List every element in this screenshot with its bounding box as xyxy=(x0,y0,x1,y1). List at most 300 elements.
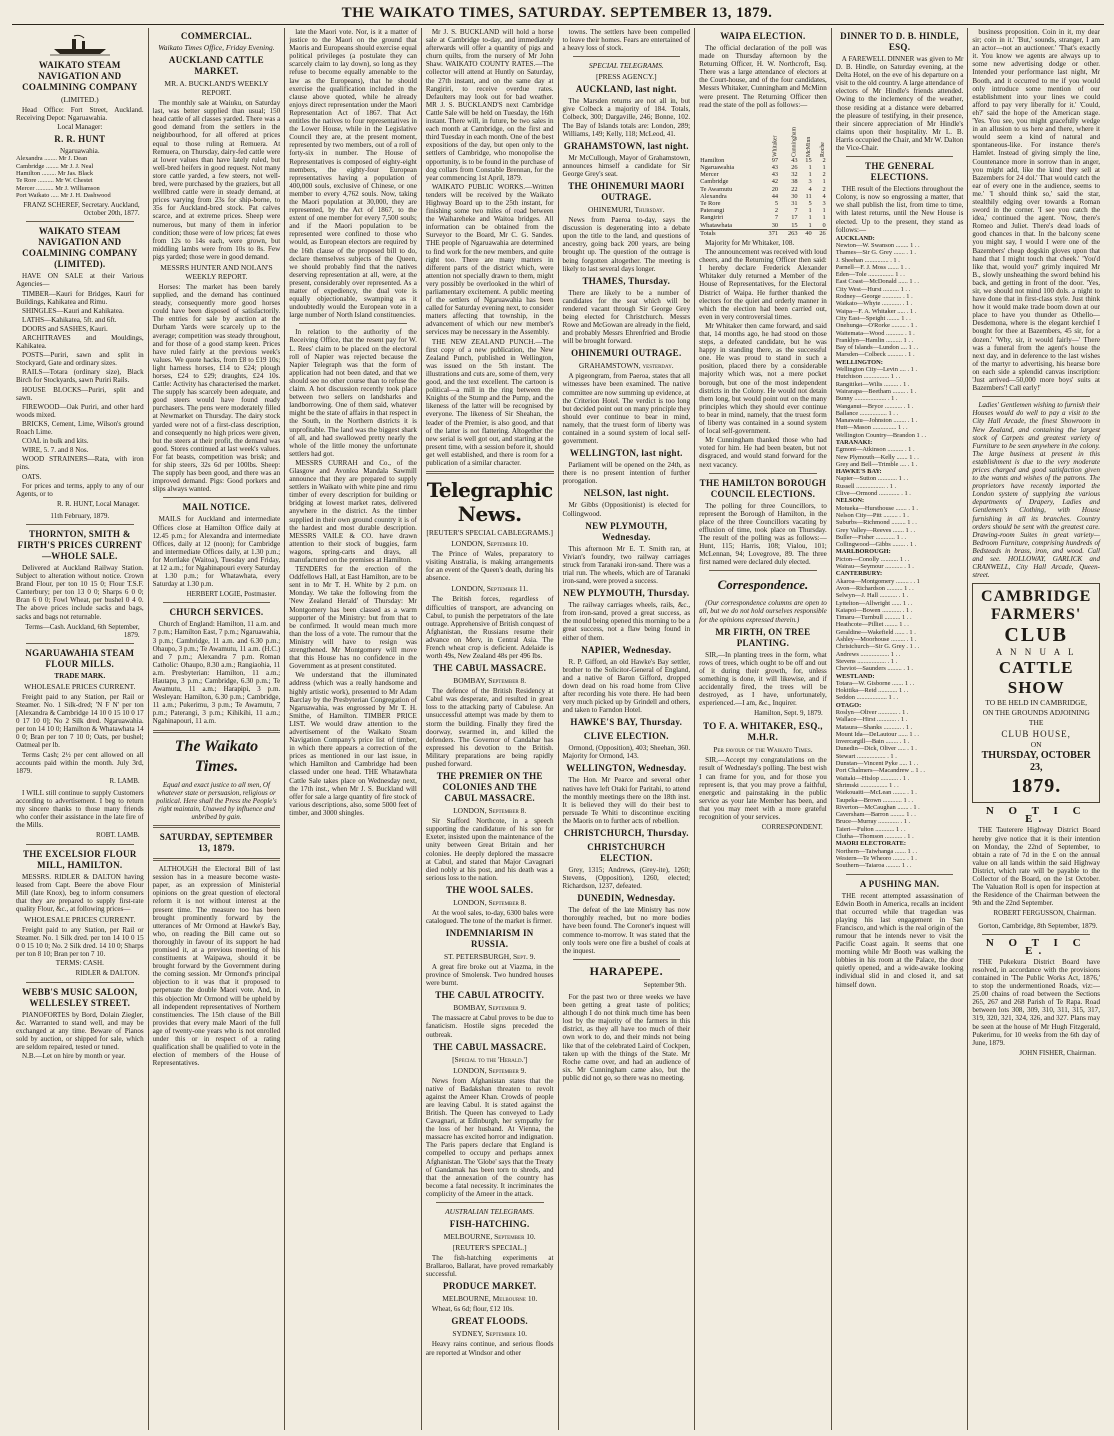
list-item: MARLBOROUGH: xyxy=(835,548,891,556)
table-header: Roche xyxy=(819,141,826,157)
ad-line: CAMBRIDGE FARMERS' xyxy=(981,588,1092,624)
article-text: The polling for three Councillors, to represent the Borough of Hamilton, in the place of the three Councillors vacating by effluxion of time, took place on Thursday. The result of the polling was as follows:—Hunt, 115; Harris, 108; Vialou, 101; McLennan, 94; Lovegrove, 89. The three first named were declared duly elected. xyxy=(699,501,827,567)
article-text: Grey, 1315; Andrews, (Grey-ite), 1260; Stevens, (Opposition), 1260, elected; Richardson, 1237, defeated. xyxy=(562,866,691,891)
list-item: City West—Hurst .......... 1 . . xyxy=(835,285,911,293)
list-item: Buller—Fisher ............ 1 . . xyxy=(835,533,907,541)
section-title: THE GENERAL ELECTIONS. xyxy=(865,161,935,183)
ad2-date: 11th February, 1879. xyxy=(50,511,110,520)
table-cell: 2 xyxy=(822,156,826,164)
dateline: NAPIER, Wednesday. xyxy=(581,644,672,655)
table-cell: Te Rore xyxy=(700,199,721,207)
election-list xyxy=(836,235,964,870)
list-item: Wairau—Seymour ........... . 1 . xyxy=(835,563,914,571)
ad-line: THURSDAY, OCTOBER 23, xyxy=(981,750,1091,774)
table-cell: Ngaruawahia xyxy=(700,163,735,171)
table-cell: 1 xyxy=(808,163,812,171)
dateline: BOMBAY, September 9. xyxy=(453,1003,527,1013)
divider xyxy=(982,396,1090,397)
table-row xyxy=(699,186,827,193)
column-3 xyxy=(284,28,421,1430)
ad5-terms: TERMS: CASH. xyxy=(55,959,104,968)
dateline: LONDON, September 8. xyxy=(453,897,527,907)
section-title: SPECIAL TELEGRAMS. xyxy=(588,61,664,71)
list-item: FIREWOOD—Oak Puriri, and other hard woods mixed. xyxy=(16,402,144,419)
list-item: Andrews .................. 1 . . xyxy=(835,650,901,658)
poll-majority: Majority for Mr Whitaker, 108. xyxy=(705,238,795,247)
table-cell: 11 xyxy=(805,192,812,200)
dateline: MELBOURNE, September 10. xyxy=(443,1232,536,1242)
dateline: CHRISTCHURCH, Thursday. xyxy=(563,828,689,838)
list-item: Suburbs—Richmond ......... 1 . . xyxy=(835,519,917,527)
ad-line: ON xyxy=(1030,740,1042,750)
list-item: Roslyn—Oliver ............ . 1 . xyxy=(835,708,909,716)
poll-table xyxy=(699,111,827,237)
article-text: Mr Gibbs (Oppositionist) is elected for Collingwood. xyxy=(562,501,691,518)
list-item: Southern—Taiaroa ......... 1 . . xyxy=(835,862,912,870)
divider xyxy=(436,1202,544,1203)
article-text: Sir Stafford Northcote, in a speech supporting the candidature of his son for Exeter, insisted upon the maintenance of the unity between Great Britain and her colonies. He deeply deplored the massacre at Cabul, and stated that Major Cavagnari died nobly at his post, and his death was a serious loss to the nation. xyxy=(425,817,554,882)
list-item: HOUSE BLOCKS—Puriri, split and sawn. xyxy=(16,385,144,402)
article-text: The official declaration of the poll was made on Thursday afternoon by the Returning Officer, H. W. Northcroft, Esq. There was a large attendance of electors at the Court-house, and of the four candidates, Messrs Whitaker, Cunningham and McMinn were present. The Returning Officer then read the state of the poll as follows:— xyxy=(699,44,827,109)
list-item: Bay of Islands—Lundon .... 1 . . xyxy=(835,344,919,352)
dateline: AUCKLAND, last night. xyxy=(575,84,677,95)
list-item: Mataura—Shanks ........... . 1 . xyxy=(835,723,913,731)
divider xyxy=(26,982,134,983)
list-item: Invercargill—Bain ........ . 1 . xyxy=(835,738,910,746)
list-item: Shrimski ................. 1 . . xyxy=(835,781,899,789)
list-item: Grey Valley—Reeves ....... 1 . . xyxy=(835,526,916,534)
list-item: Dunstan—Vincent Pyke ..... 1 . . xyxy=(835,760,919,768)
mail-signature: HERBERT LOGIE, Postmaster. xyxy=(186,590,277,599)
section-title: THE WOOL SALES. xyxy=(446,884,534,895)
section-title: FISH-HATCHING. xyxy=(449,1219,530,1230)
table-cell: 1 xyxy=(808,214,812,222)
table-cell: 1 xyxy=(822,214,826,222)
motto: Equal and exact justice to all men, Of whatever state or persuasion, religious or political. Here shall the Press the People's right maintain, Unawed by influence and unbribed by gain. xyxy=(156,780,277,821)
divider xyxy=(26,524,134,525)
article-text: Mr Whitaker then came forward, and said that, 14 months ago, he had stood on those steps, a defeated candidate, but he was happy in standing there, as the successful one. He was proud to stand in such a position, placed there by a considerable majority which was, not a mere pocket borough, but one of the most independent districts in the Colony. He would not detain them long, but would point out on the many principles which they should ever continue to bear in mind, namely, that the truest form of liberty was contained in a sound system of local self-government. xyxy=(699,321,827,436)
table-cell: 4 xyxy=(808,185,812,193)
table-cell: 4 xyxy=(822,192,826,200)
section-title: THE HAMILTON BOROUGH COUNCIL ELECTIONS. xyxy=(699,477,827,499)
list-item: Russell .................. . 1 . xyxy=(835,482,897,490)
list-item: WESTLAND: xyxy=(835,672,875,680)
ad5-title: THE EXCELSIOR FLOUR MILL, HAMILTON. xyxy=(22,848,137,870)
ad2-apply: For prices and terms, apply to any of our Agents, or to xyxy=(16,481,144,498)
list-item: MAORI ELECTORATE: xyxy=(835,840,906,848)
divider xyxy=(846,874,954,875)
section-title: GREAT FLOODS. xyxy=(451,1316,528,1327)
double-divider xyxy=(153,825,281,828)
masthead: THE WAIKATO TIMES, SATURDAY. SEPTEMBER 13, 1879. xyxy=(341,5,773,21)
list-item: Waikouaiti—McLean ........ . 1 . xyxy=(835,789,917,797)
table-cell: 43 xyxy=(791,156,798,164)
list-item: Caversham—Barron ......... 1 . . xyxy=(835,811,916,819)
dateline: HAWKE'S BAY, Thursday. xyxy=(570,717,683,728)
column-7 xyxy=(831,28,968,1430)
table-cell: 0 xyxy=(822,221,826,229)
list-item: Stewart .................. . 1 . xyxy=(835,752,897,760)
list-item: Hamilton ......... Mr Jas. Black xyxy=(16,169,94,177)
dateline: OHINEMURI, Thursday. xyxy=(587,205,665,215)
column-8 xyxy=(967,28,1104,1430)
list-item: OATS. xyxy=(22,472,42,481)
dateline: LONDON, September 8. xyxy=(453,806,527,816)
commercial-title: COMMERCIAL. xyxy=(180,31,252,41)
table-row xyxy=(699,157,827,164)
table-row xyxy=(699,222,827,230)
dateline: WELLINGTON, last night. xyxy=(569,448,683,459)
list-item: Rodney—George ............ . 1 . xyxy=(835,293,913,301)
table-cell: 3 xyxy=(822,199,826,207)
section-title: OHINEMURI OUTRAGE. xyxy=(571,348,682,359)
table-cell: 15 xyxy=(805,156,812,164)
ad-line: CLUB HOUSE, xyxy=(1001,729,1071,740)
table-cell: 263 xyxy=(779,229,798,237)
list-item: Picton—Conolly ........... 1 . . xyxy=(835,555,910,563)
list-item: Grey and Bell—Trimble .... . 1 . xyxy=(835,460,918,468)
list-item: J. Sheehan ............... . 1 . xyxy=(835,256,900,264)
list-item: Waipa—F. A. Whitaker ..... . 1 . xyxy=(835,307,917,315)
table-cell: 43 xyxy=(771,171,779,179)
list-item: Mount Ida—DeLautour ...... 1 . . xyxy=(835,730,919,738)
list-item: DOORS and SASHES, Kauri. xyxy=(22,324,108,333)
table-header-row xyxy=(699,111,827,157)
list-item: WIRE, 5. 7. and 8 Nos. xyxy=(22,446,89,455)
divider xyxy=(709,473,817,474)
table-cell: Rangiriri xyxy=(700,214,724,222)
columns xyxy=(12,28,1104,1430)
dateline: THAMES, Thursday. xyxy=(582,275,671,286)
telegraphic-news-title: Telegraphic News. xyxy=(426,478,553,527)
ad1-manager: R. R. HUNT xyxy=(54,134,106,145)
list-item: COAL in bulk and kits. xyxy=(22,437,89,446)
list-item: Wallace—Hirst ............ . 1 . xyxy=(835,716,908,724)
article-text: The Prince of Wales, preparatory to visiting Australia, is making arrangements for an event of the Queen's death, during his absence. xyxy=(425,550,554,583)
column-5 xyxy=(558,28,695,1430)
column-2 xyxy=(148,28,285,1430)
ad4-notice-signature: ROBT. LAMB. xyxy=(96,831,140,840)
list-item: Ashley—Moorhouse ......... . 1 . xyxy=(835,636,917,644)
section-title: HARAPEPE. xyxy=(589,963,664,978)
article-text: THE Tauterere Highway District Board hereby give notice that it is their intention on Monday, the 22nd of September, to obtain a rate of 7d in the £ on the annual value on all lands within the said Highway District, which rate will be payable to the Collector of the Board, on the 1st October. The Valuation Roll is open for inspection at the Residence of the Chairman between the 9th and the 22nd September. xyxy=(972,826,1100,908)
section-title: THE CABUL ATROCITY. xyxy=(435,990,545,1001)
divider xyxy=(846,156,954,157)
article-text: Mr McCullough, Mayor of Grahamstown, announces himself a candidate for Sir George Grey's seat. xyxy=(562,153,691,178)
article-text: late the Maori vote. Nor, is it a matter of justice to the Maori on the ground that Maoris and Europeans should exercise equal political privileges (a postulate they can scarcely claim to lay down), so long as they refuse to become equally amenable to the law as the Europeans), that he should exercise the qualification included in the clause above quoted, while he already enjoys direct representation under the Maori Representation Act of 1867. That Act entitles the natives to four representatives in the Lower House, while in the Legislative Council they are, at the present moment, represented by two members, out of a roll of forty-six in number. The House of Representatives is composed of eighty-eight members, the eighty-four European representatives having a population of 400,000 souls, exclusive of Chinese, or one member to every 4,762 souls. Now, taking the Maori population at 30,000, they are represented, by the Act of 1867, to the extent of one member for every 7,500 souls; and if the Maori population to be represented were confined to those who would, as European electors are required by the 16th clause of the proposed bill to do, declare themselves subjects of the Queen, we should probably find that the natives deserving representation at all, were, at the present, considerably over represented. As a matter of expediency, the dual vote is equally objectionable, swamping as it undoubtedly would the European vote in a large number of North Island constituencies. xyxy=(289,28,417,320)
article-text: TENDERS for the erection of the Oddfellows Hall, at East Hamilton, are to be sent in to Mr T. H. White by 2 p.m. on Monday. We take the following from the 'New Zealand Herald' of Thursday: Mr Montgomery has been classed as a warm supporter of the Ministry: but from that to be confirmed. It would mean much more than the loss of a vote. The rumour that the Ministry will have to resign was strengthened. Mr Montgomery will move that this House has no confidence in the Government as at present constituted. xyxy=(289,565,417,671)
article-text: towns. The settlers have been compelled to leave their homes. Fears are entertained of a heavy loss of stock. xyxy=(562,28,691,53)
list-item: Clutha—Thomson ........... . 1 . xyxy=(835,833,914,841)
acm-body: The monthly sale at Waiuku, on Saturday last, was better supplied than usual; 150 head cattle of all classes yarded. There was a good demand from the settlers in the neighbourhood, for all offered at prices equal to those ruling at Remuera. At Remuera, on Thursday, dairy-fed cattle were at lower values than have lately ruled, but well-bred heifers in good request. Not many store cattle yarded, a few steers, not well-bred, were purchased by the graziers, but all welllbred cattle were in steady demand, at prices varying from 23s for ship-borne, to 35s for Auckland-bred stock. Pat calves scarce, and at extreme prices. Sheep were numerous, but many of them in inferior condition; those were of low prices; fat ewes from 12s to 14s each, were grown, but middling lambs were from 10s to 8s. Few pigs yarded; those were in good demand. xyxy=(152,99,281,261)
article-text: THE result of the Elections throughout the Colony, is now so engrossing a matter, that we shall publish the list, from time to time, with latest returns, until the New House is elected. Up to the present, they stand as follows:— xyxy=(835,185,964,234)
dateline: MELBOURNE, Melbourne 10. xyxy=(442,1294,538,1304)
ad6-note: N.B.—Let on hire by month or year. xyxy=(22,1052,126,1060)
ad5-prices: Freight paid to any Station, per Rail or Steamer. No. 1 Silk dred. per ton 14 10 0 15 0 0 15 10 0; No. 2 Silk dred. 14 10 0; Sharps per ton 8 10; Bran per ton 7 10. xyxy=(16,925,144,959)
list-item: Onehunga—O'Rorke ......... . 1 . xyxy=(835,322,917,330)
steamer-engraving-icon xyxy=(50,34,110,56)
article-text: Heavy rains continue, and serious floods are reported at Windsor and other xyxy=(425,1340,554,1357)
table-cell: 26 xyxy=(791,163,798,171)
table-cell: 7 xyxy=(794,207,798,215)
ad1-title: WAIKATO STEAM NAVIGATION AND COALMINING COMPANY xyxy=(22,60,138,92)
ad1-manager-label: Local Manager: xyxy=(57,123,103,132)
ad5-sub: WHOLESALE PRICES CURRENT. xyxy=(24,914,136,924)
list-item: Ballance ................. 1 . . xyxy=(835,409,899,417)
list-item: ARCHITRAVES and Mouldings, Kahikatea. xyxy=(16,334,144,351)
ad4-signature: R. LAMB. xyxy=(109,776,140,785)
ad2-title: WAIKATO STEAM NAVIGATION AND COALMINING COMPANY (LIMITED). xyxy=(22,226,138,270)
dateline: September 9th. xyxy=(643,980,687,989)
list-item: BRICKS, Cement, Lime, Wilson's ground Roach Lime. xyxy=(16,419,144,437)
table-row-totals xyxy=(699,229,827,237)
table-row xyxy=(699,171,827,178)
dateline: WELLINGTON, Wednesday. xyxy=(566,763,687,774)
list-item: Totara—W. Gisborne ....... 1 . . xyxy=(835,679,915,687)
table-cell: Mercer xyxy=(700,171,719,179)
divider xyxy=(26,221,134,222)
list-item: Hutchison ................ 1 . . xyxy=(835,373,901,381)
table-cell: 30 xyxy=(791,192,798,200)
table-cell: Paterangi xyxy=(700,207,725,215)
table-cell: 1 xyxy=(822,178,826,186)
table-header xyxy=(699,111,760,157)
list-item: Lyttelton—Allwright ...... 1 . . xyxy=(835,599,913,607)
ad1-agents xyxy=(16,155,144,199)
table-header: McMinn xyxy=(805,136,812,157)
list-item: WOOD STRAINERS—Rata, with iron pins. xyxy=(16,455,144,472)
list-item: Clive—Ormond ............. . 1 . xyxy=(835,490,911,498)
ad4-notice: I WILL still continue to supply Customers according to advertisement. I beg to return my sincere thanks to those many friends who confer their assistance in the late fire of the Mills. xyxy=(16,788,144,830)
article-text: WAIKATO PUBLIC WORKS.—Written tenders will be received by the Waikato Highway Board up to the 25th instant, for finishing some two miles of road between the Waihareheke and Waitoa bridges. All information can be obtained from the Surveyor to the Board, Mr C. G. Sandes. THE people of Ngaruawahia are determined to find work for the new members, and quite right too. There are many matters in different parts of the district which, were attention not specially drawn to them, might very possibly be overlooked in the whirl of parliamentary excitement. A public meeting of the settlers of Ngaruawahia has been called for Saturday evening next, to consider matters affecting that township, in the advancement of which our new member's services may be necessary in the Assembly. xyxy=(425,182,554,337)
list-item: Dunedin—Dick, Oliver ..... . 1 . xyxy=(835,745,917,753)
double-divider xyxy=(426,471,554,474)
article-text: Parliament will be opened on the 24th, as there is no present intention of further prorogation. xyxy=(562,461,691,486)
table-cell: 22 xyxy=(791,185,798,193)
section-title: THE CABUL MASSACRE. xyxy=(433,663,547,674)
section-title: TO F. A. WHITAKER, ESQ., M.H.R. xyxy=(703,721,823,743)
dateline: NELSON, last night. xyxy=(583,488,669,499)
sub-title: [PRESS AGENCY.] xyxy=(595,72,657,82)
double-divider xyxy=(153,730,281,733)
notice-title: N O T I C E. xyxy=(985,936,1087,957)
list-item: TIMBER—Kauri for Bridges, Kauri for Buildings, Kahikatea and Rimu. xyxy=(16,289,144,306)
letter-signature: CORRESPONDENT. xyxy=(761,823,823,832)
article-text: The Hon. Mr Pearce and several other natives have left Otaki for Paritahi, to attend the monthly meetings there on the 18th inst. It is believed they will do their best to persuade Te Whiti to discontinue exciting the Maoris on to further acts of rebellion. xyxy=(562,776,691,825)
list-item: Napier—Sutton ............ 1 . . xyxy=(835,475,909,483)
list-item: Newton—W. Swanson ........ 1 . . xyxy=(835,241,920,249)
article-text: THE NEW ZEALAND PUNCH.—The first copy of a new publication, the New Zealand Punch, published in Wellington, was issued on the 5th instant. The illustrations and cuts are, some of them, very good, and the text excellent. The cartoon is political—a mill in the ring between the Knights of the Stump and the Pump, and the likeness of the latter will be recognised by everyone. The likeness of Sir Sheahan, the leader of the Premier, is also good, and that of the latter is not flattering. Altogether the new serial is well got out, and starting at the present time, with a session before it, should get well established, and there is room for a publication of a similar character. xyxy=(425,337,554,467)
letter-signature: Hamilton, Sept. 9, 1879. xyxy=(754,709,823,718)
list-item: SHINGLES—Kauri and Kahikatea. xyxy=(22,306,124,315)
list-item: Riverton—McCaughan ....... . 1 . xyxy=(835,803,920,811)
table-cell: 2 xyxy=(774,207,779,215)
list-item: Wairarapa—Beetham ........ . 1 . xyxy=(835,387,917,395)
list-item: Northern—Taiwhanga ....... 1 . . xyxy=(835,847,918,855)
article-text: Mr J. S. BUCKLAND will hold a horse sale at Cambridge to-day, and immediately afterwards will offer a quantity of pigs and churn quilts, from the nursery of Mr John Shaw. WAIKATO COUNTY RATES.—The collector will attend at Huntly on Saturday, the 27th instant, and on the same day at Rangiriri, to receive overdue rates. Defaulters may look out for bad weather. MR J. S. BUCKLAND'S next Cambridge Cattle Sale will be held on Tuesday, the 16th instant. There will, in future, be two sales in each month at Cambridge, on the first and third Tuesday in each month. One of the best expositions of the day, but open only to the settlers of Cambridge, who monopolise the opportunity, is to be found in the purchase of dog collars from Constable Brennan, for the year commencing 1st April, 1879. xyxy=(425,28,554,182)
article-text: Gorton, Cambridge, 8th September, 1879. xyxy=(978,921,1098,930)
column-6 xyxy=(694,28,831,1430)
table-header: Cunningham xyxy=(791,126,798,157)
table-cell: 1 xyxy=(822,207,826,215)
table-cell: Whatawhata xyxy=(700,221,733,229)
section-title: INDEMNIARISM IN RUSSIA. xyxy=(445,928,534,950)
list-item: Selwyn—J. Hall ........... . 1 . xyxy=(835,592,909,600)
list-item: Heathcote—Pilliet ........ 1 . . xyxy=(835,621,909,629)
ad-line: CATTLE SHOW xyxy=(998,658,1074,698)
list-item: Bunny .................... . 1 . xyxy=(835,395,898,403)
list-item: OTAGO: xyxy=(835,701,862,709)
ad-line: TO BE HELD IN CAMBRIDGE, xyxy=(985,698,1088,708)
article-text: business proposition. Coin in it, my dear sir; coin in it.' 'But,' sounds, stranger, I am an actor—not an auctioneer.' 'That's exactly it. You know we agents are always up to some new advertising dodge or other. Intended your performance last night, Mr Booth, and it occurred to me if you would only introduce some mention of our establishment into your lines we could afford to pay very liberally for it.' 'Could, eh?' said the hope of the American stage. 'Yes. You see, you might gracefully wedge in an allusion to us here and there, where it would seem a kind of natural and spontaneous-like. For instance there's Hamlet. Instead of giving simply the line, Countenance more in sorrow than in anger, you might add, like the kind they sell at Bazembers for 24 dol.' That would catch the ear of every one in the audience, seems to me.' 'I should think so,' said the star, stealthily edging over towards a Roman sword in the corner. 'I see you catch the idea,' continued the agent. 'Now, there's Romeo and Juliet. There's dead loads of good chances in that. In the balcony scene you might say, I would I were one of the Bazembers' cheap dogskin gloves upon that hand that I might touch that cheek.' 'You'd like that, would you?' grimly inquired Mr B., slowly unsheathing the sword behind his back, and getting in front of the door. 'Yes, sir, we should not mind 100 dols. a night to have done that in first-class style. Just think how it would make trade boom down at our place to have you thunder as Othello—Desdemona, where is the elegant kerchief I bought for thee at Bazembers, 45 sir, for a dozen.' 'Why, sir, it would fairly—' There was a funeral from the agent's house the next day, and in deference to the last wishes of the martyr to advertising, his hearse bore on each side a splendid canvas inscription: 'Just arrived—50,000 more boys' suits at Bazembers'! Call early!' xyxy=(972,28,1100,393)
paper-title: The Waikato Times. xyxy=(174,737,259,775)
section-title: Correspondence. xyxy=(717,577,809,593)
list-item: Motueka—Hursthouse ....... . 1 . xyxy=(835,504,918,512)
article-text: R. P. Gifford, an old Hawke's Bay settler, brother to the Solicitor-General of England, and a native of Baron Gifford, dropped down dead on his road home from Clive after recording his vote there. He had been very much picked up by Grindell and others, and taken to Farndon Hotel. xyxy=(562,657,691,715)
ad2-signature: R. R. HUNT, Local Manager. xyxy=(56,499,140,508)
ad5-body: MESSRS. RIDLER & DALTON having leased from Capt. Beere the above Flour Mill (late Knox), beg to inform consumers that they are prepared to supply first-rate quality Flour, &c., at following prices— xyxy=(16,872,144,913)
divider xyxy=(163,497,271,498)
section-title: CHRISTCHURCH ELECTION. xyxy=(587,842,666,863)
article-text: The railway carriages wheels, rails, &c., from iron-sand, proved a great success, as the mould being opened this morning to be a great success, not a flaw being found in either of them. xyxy=(562,601,691,642)
table-cell: 5 xyxy=(808,199,812,207)
table-row xyxy=(699,207,827,214)
article-text: News from Afghanistan states that the native of Badakshan threaten to revolt against the Ameer Khan. Crowds of people are leaving Cabul. It is stated against the British. The Queen has conveyed to Lady Cavagnari, at Edinburgh, her sympathy for the loss of her husband. At Vienna, the massacre has excited horror and indignation. The Paris papers declare that England is compelled to occupy and perhaps annex Afghanistan. The 'Globe' says that the Treaty of Gandamak has been torn to shreds, and that the annexation of the country has become a fatal necessity. It incriminates the complicity of the Ameer in the attack. xyxy=(425,1076,554,1198)
table-cell: 97 xyxy=(771,156,779,164)
acm-title: AUCKLAND CATTLE MARKET. xyxy=(168,55,264,77)
commercial-dateline: Waikato Times Office, Friday Evening. xyxy=(158,43,275,52)
article-text: For the past two or three weeks we have been getting a great taste of politics; although I do not think much time has been lost by the majority of the farmers in this district, as they all have too much of their own work to do, and their minds not being like that of the celebrated Laird of Cockpen, taken up with the things of the State. Mr Roche came over, and had an audience of six. Mr Cunningham came also, but the public did not go, so there was no meeting. xyxy=(562,992,691,1082)
list-item: Marsden—Colbeck .......... . 1 . xyxy=(835,351,915,359)
list-item: Taupeka—Brown ............ 1 . . xyxy=(835,796,914,804)
dateline: LONDON, September 10. xyxy=(451,539,529,549)
ad2-items xyxy=(16,290,144,481)
dateline: NEW PLYMOUTH, Wednesday. xyxy=(585,520,668,542)
list-item: Alexandra ........ Mr J. Dean xyxy=(16,155,88,163)
table-cell: Hamilton xyxy=(700,156,725,164)
list-item: City East—Speight ........ 1 . . xyxy=(835,314,911,322)
ad6-body: PIANOFORTES by Bord, Dolain Ziegler, &c. Warranted to stand well, and may be exchanged at any time. Beware of Pianos sold by auction, or shipped for sale, which are seldom repaired, tested or tuned. xyxy=(16,1010,144,1051)
table-cell: 38 xyxy=(791,178,798,186)
ad-line: ON THE GROUNDS ADJOINING THE xyxy=(982,708,1090,728)
list-item: Stevens .................. . 1 . xyxy=(835,657,898,665)
ad1-place: Ngaruawahia. xyxy=(60,147,100,156)
notice-signature: ROBERT FERGUSSON, Chairman. xyxy=(993,909,1096,918)
table-cell: 30 xyxy=(771,221,779,229)
table-cell: 2 xyxy=(822,171,826,179)
dateline: LONDON, September 11. xyxy=(451,584,529,594)
leader-article: ALTHOUGH the Electoral Bill of last session has in a measure become waste-paper, as an expression of Ministerial opinions on the great question of electoral reform it is not without interest at the present time. The measure too has been brought prominently forward by the utterances of Mr Ormond at Hawke's Bay, who, on reading the Bill came out so thoroughly in favour of its support he had promised it, at a previous meeting of his constituents at Waipawa, should it be brought forward by the Government during the coming session. Mr Ormond's principal objection to it was that it proposed to perpetuate the double Maori vote. And, in this objection Mr Ormond will be upheld by all independent representatives of Northern constituencies. The 15th clause of the Bill provides that every male Maori of the full age of twenty-one years who is not enrolled under this or in respect of a rating qualification shall be qualified to vote in the election of members of the House of Representatives. xyxy=(152,865,281,1068)
list-item: Bruce—Murray ............. . 1 . xyxy=(835,818,911,826)
article-text: The Marsden returns are not all in, but give Colbeck a majority of 184. Totals, Colbeck, 300; Dargaville, 246; Bonne, 102. The Bay of Islands totals are: London, 289; Williams, 149; Kelly, 118; McLeod, 41. xyxy=(562,97,691,138)
acm-sub: MR. A. BUCKLAND'S WEEKLY REPORT. xyxy=(164,79,269,98)
table-cell: 40 xyxy=(799,229,813,237)
ad3-signature: Terms—Cash. Auckland, 6th September, 1879. xyxy=(25,622,140,639)
list-item: Eden—Tole ................ 1 . . xyxy=(835,271,905,279)
article-text: THE Pukekura District Board have resolved, in accordance with the provisions contained in 'The Public Works Act, 1876,' to stop the undermentioned Roads, viz:—25.00 chains of road between the Sections 265, 267 and 268 Parish of Te Rapa. Road between lots 308, 309, 310, 311, 315, 317, 319, 320, 321, 324, 326, and 327. Plans may be seen at the house of Mr Hugh Fitzgerald, Pukerimu, for 10 weeks from the 6th day of June, 1879. xyxy=(972,957,1100,1047)
list-item: Parnell—F. J. Moss ....... 1 . . xyxy=(835,263,910,271)
dateline: BOMBAY, September 8. xyxy=(453,676,527,686)
table-cell: Alexandra xyxy=(700,192,727,200)
list-item: Port Waikato ..... Mr J. H. Dashwood xyxy=(16,191,111,199)
divider xyxy=(982,934,1090,935)
section-title: CLIVE ELECTION. xyxy=(583,731,669,742)
table-row xyxy=(699,200,827,207)
section-title: A PUSHING MAN. xyxy=(859,878,940,889)
church-body: Church of England: Hamilton, 11 a.m. and 7 p.m.; Hamilton East, 7 p.m.; Ngaruawahia, 3 p.m.; Cambridge, 11 a.m. and 6.30 p.m.; Ohaupo, 3 p.m.; Te Awamutu, 11 a.m. (H.C.) and 7 p.m.; Alexandra 7 p.m. Roman Catholic: Ohaupo, 8.30 a.m.; Rangiaohia, 11 a.m. Presbyterian: Hamilton, 11 a.m.; Hautapu, 3 p.m.; Cambridge, 6.30 p.m.; Te Awamutu, 11 a.m.; Harapipi, 3 p.m. Wesleyan: Hamilton, 6.30 p.m.; Cambridge, 11 a.m.; Pukerimu, 3 p.m.; Te Awamutu, 7 p.m.; Paterangi, 3 p.m.; Kihikihi, 11 a.m.; Ngahinapouri, 11 a.m. xyxy=(152,620,281,726)
article-text: This afternoon Mr E. T. Smith ran, at Vivian's foundry, two railway carriages struck from Taranaki iron-sand. There was a trial run. The wheels, which are of Taranaki iron-sand, were proved a success. xyxy=(562,544,691,586)
table-row xyxy=(699,164,827,171)
poll-table-body xyxy=(699,157,827,237)
ad4-body: Freight paid to any Station, per Rail or Steamer. No. 1 Silk-dred; 'N F N' per ton [Alexandra & Cambridge 14 10 0 15 10 0 17 0 17 10 0]; No 2 Silk dred. Ngaruawahia. per ton 14 10 0; Hamilton & Whatawhata 14 0 0; Bran per ton 7 10 0; Oats, per bushel; Oatmeal per lb. xyxy=(16,692,144,750)
list-item: Cambridge ........ Mr J. J. Neal xyxy=(16,162,94,170)
ad-line: CLUB xyxy=(1004,624,1068,647)
list-item: CANTERBURY: xyxy=(835,570,883,578)
list-item: RAILS—Totara (ordinary size), Black Birch for Stockyards, sawn Puriri Rails. xyxy=(16,368,144,385)
ad6-title: WEBB'S MUSIC SALOON, WELLESLEY STREET. xyxy=(22,986,138,1008)
column-4 xyxy=(421,28,558,1430)
table-cell: 7 xyxy=(774,214,779,222)
article-text: (Our correspondence columns are open to all, but we do not hold ourselves responsible for the opinions expressed therein.) xyxy=(699,599,827,624)
article-text: The British forces, regardless of difficulties of transport, are advancing on Cabul, to punish the perpetrators of the late outrage. Apprehensive of British conquest of Afghanistan, the Russians resume their advance on Merv, in Central Asia. The French wheat crop is deficient. Adelaide is worth 49s, New Zealand 48s per 496 lbs. xyxy=(425,595,554,661)
ad5-signature: RIDLER & DALTON. xyxy=(75,969,140,978)
list-item: NELSON: xyxy=(835,497,865,505)
list-item: Franklyn—Hamlin .......... 1 . . xyxy=(835,336,914,344)
article-text: SIR,—In planting trees in the form, what rows of trees, which ought to be off and out of it during their growth, for, unless something is done, it will likewise, and if accidentally fired, the trees will be destroyed, as I have, unfortunately, experienced.—I am, &c., Inquirer. xyxy=(699,650,827,708)
ad1-sub: (LIMITED.) xyxy=(60,95,99,104)
hw-body: Horses: The market has been barely supplied, and the demand has continued steady, consequently more good horses could have been disposed of satisfactorily. The entries for sale by auction at the Durham Yards were scarcely up to the average; competition was steady throughout, and for those of a good stamp keen. Prices have ruled fairly at the previous week's values. We quote hacks, from £8 to £19 10s; light harness horses, £14 to £24; plough horses, £24 to £29; draughts, £24 10s. Cattle: Activity has characterised the market. The supply has scarcely been adequate, and good steers would have found ready purchasers. The pens were moderately filled at Newmarket on Thursday. The dairy stock yarded were not of a first-class description, and consequently no high prices were given, but the steers at their profit, the demand was good. Stores continued at last week's values. For fat beasts, competition was brisk; and for ship steers, 32s 6d per 100lbs. Sheep: The supply has been good, and there was an improved demand. Pigs: Good porkers and slips always wanted. xyxy=(152,282,281,494)
list-item: Christchurch—Sir G. Grey . 1 . . xyxy=(835,643,920,651)
list-item: Hutt—Mason ............... 1 . . xyxy=(835,424,908,432)
article-text: A FAREWELL DINNER was given to Mr D. B. Hindle, on Saturday evening, at the Delta Hotel, on the eve of his departure on a visit to the old country. A large attendance of electors of Mr Hindle's friends attended. Owing to the inclemency of the weather, those residing at a distance were debarred the pleasure of testifying, in their presence, their sincere appreciation of Mr Hindle's claims upon their hospitality. Mr L. B. Harris occupied the Chair, and Mr W. Dalton the Vice-Chair. xyxy=(835,55,964,153)
sub-title: [REUTER'S SPECIAL.] xyxy=(452,1243,527,1253)
ad2-intro: HAVE ON SALE at their Various Agencies— xyxy=(16,272,144,289)
article-text: The announcement was received with loud cheers, and the Returning Officer then said: I hereby declare Frederick Alexander Whitaker duly returned a Member of the House of Representatives, for the Electoral District of Waipa. He further thanked the electors for the quiet and orderly manner in which the election had been carried out, even in very controversial times. xyxy=(699,248,827,321)
article-text: Wheat, 6s 6d; flour, £12 10s. xyxy=(431,1305,514,1314)
list-item: Egmont—Atkinson .......... . 1 . xyxy=(835,446,915,454)
column-1 xyxy=(12,28,148,1430)
list-item: POSTS—Puriri, sawn and split in Stockyard, Gate and ordinary sizes. xyxy=(16,351,144,368)
ad3-body: Delivered at Auckland Railway Station. Subject to alteration without notice. Crown Brand Flour, per ton 10 15 0; Flour T.S.F. Canterbury; per ton 13 0 0; Sharps 6 0 0; Bran 6 0 0; Fowl Wheat, per bushel 0 4 0. The above prices include sacks and bags, sacks and bags not returnable. xyxy=(16,563,144,621)
table-row xyxy=(699,178,827,185)
ad-line: 1879. xyxy=(1011,775,1062,798)
list-item: LATHS—Kahikatea, 5ft. and 6ft. xyxy=(22,315,117,324)
ad4-sub: WHOLESALE PRICES CURRENT. xyxy=(24,681,136,691)
article-text: SIR,—Accept my congratulations on the result of Wednesday's polling. The best wish I can frame for you, and for those you represent is, that you may prove a faithful, energetic and painstaking in the public service as your late Member has been, and that you may meet with a more grateful recognition of your services. xyxy=(699,756,827,822)
table-row xyxy=(699,214,827,221)
article-text: The defeat of the late Ministry has now thoroughly reached, but no more bodies have been found. The Coroner's inquest will commence to-morrow. It was stated that the only tools were one fire a bushel of coals at the inquest. xyxy=(562,906,691,955)
list-item: Geraldine—Wakefield ...... . 1 . xyxy=(835,628,916,636)
table-cell: 15 xyxy=(791,221,798,229)
list-item: Seddon ................... 1 . . xyxy=(835,694,899,702)
ad4-terms: Terms Cash; 2½ per cent allowed on all accounts paid within the month. July 3rd, 1879. xyxy=(16,750,144,775)
table-cell: 1 xyxy=(808,207,812,215)
table-cell: 42 xyxy=(771,178,779,186)
divider xyxy=(26,643,134,644)
list-item: Mercer ........... Mr J. Williamson xyxy=(16,184,100,192)
issue-date: SATURDAY, SEPTEMBER 13, 1879. xyxy=(159,832,274,854)
list-item: Hokitika—Reid ............ 1 . . xyxy=(835,687,909,695)
dateline: NEW PLYMOUTH, Thursday. xyxy=(563,588,690,599)
table-cell: 26 xyxy=(813,229,827,237)
table-cell: 2 xyxy=(822,185,826,193)
list-item: TARANAKI: xyxy=(835,439,873,446)
cattle-show-ad xyxy=(972,583,1100,803)
section-title: MR FIRTH, ON TREE PLANTING. xyxy=(715,626,811,648)
double-divider xyxy=(153,858,281,861)
list-item: Cheviot—Saunders ......... . 1 . xyxy=(835,665,913,673)
section-title: THE CABUL MASSACRE. xyxy=(433,1041,547,1052)
